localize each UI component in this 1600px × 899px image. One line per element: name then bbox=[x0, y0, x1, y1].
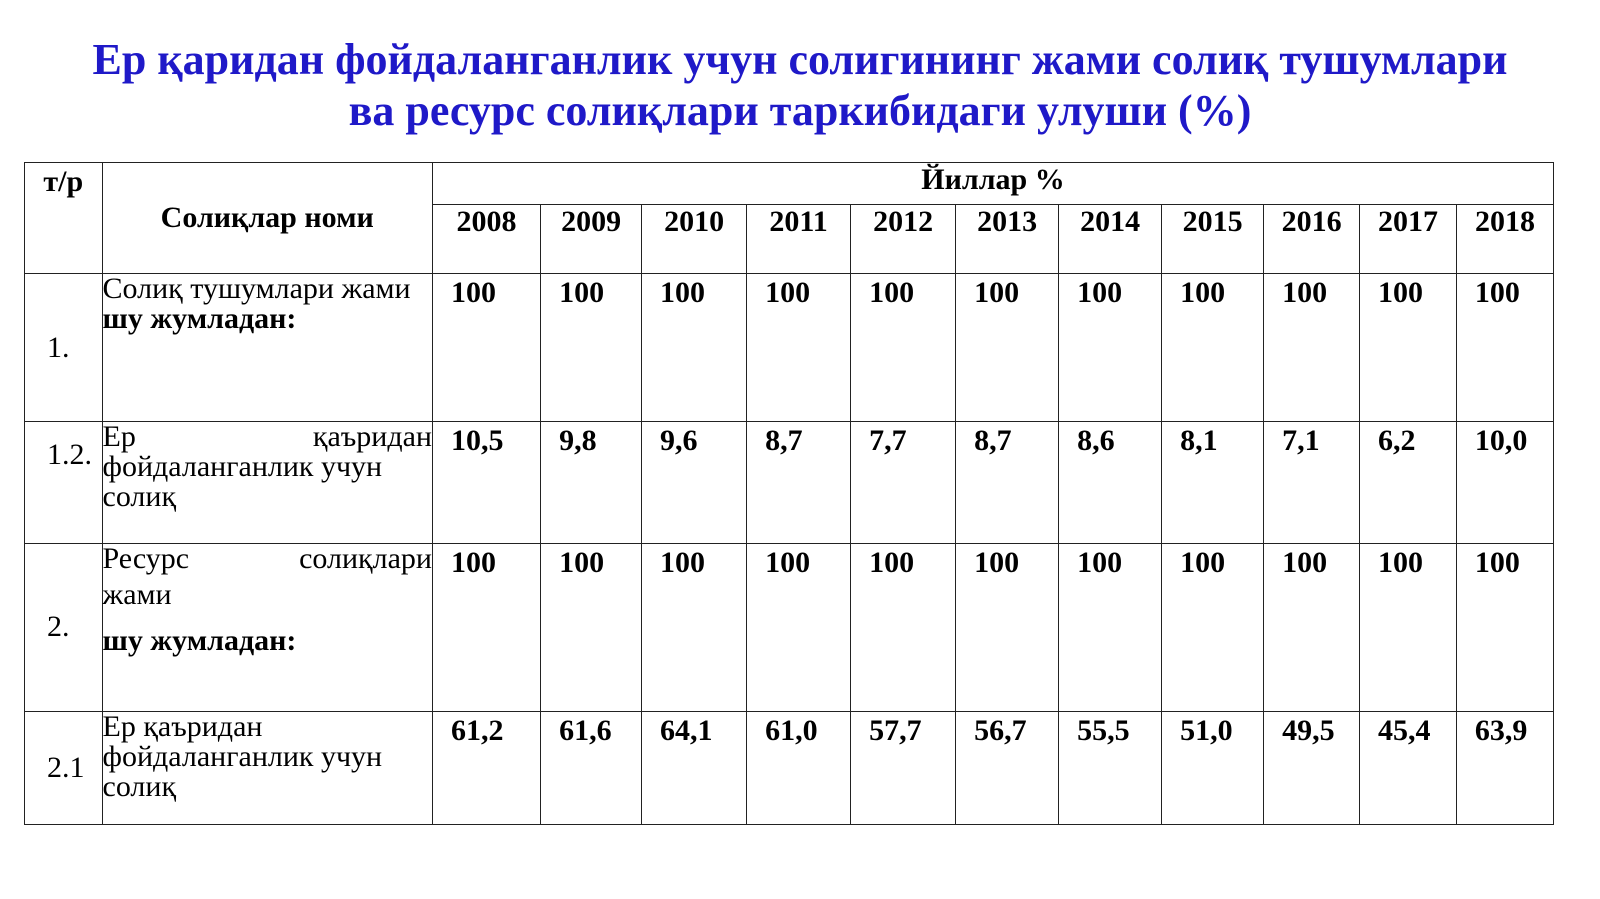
value-cell: 100 bbox=[432, 543, 540, 711]
row-number: 2. bbox=[25, 543, 103, 711]
row-name-word: Ресурс bbox=[102, 541, 190, 575]
value-cell: 8,6 bbox=[1059, 422, 1162, 543]
value-cell: 8,7 bbox=[747, 422, 851, 543]
row-name-line bbox=[102, 541, 432, 575]
value-cell: 55,5 bbox=[1059, 711, 1162, 824]
value-cell: 8,7 bbox=[956, 422, 1059, 543]
value-cell: 100 bbox=[1264, 274, 1360, 422]
year-cell: 2010 bbox=[642, 204, 747, 274]
table-row bbox=[25, 274, 1554, 422]
value-cell: 100 bbox=[432, 274, 540, 422]
value-cell: 7,7 bbox=[851, 422, 956, 543]
value-cell: 49,5 bbox=[1264, 711, 1360, 824]
year-cell: 2009 bbox=[541, 204, 642, 274]
year-cell: 2016 bbox=[1264, 204, 1360, 274]
row-tax-name bbox=[102, 274, 432, 422]
value-cell: 61,0 bbox=[747, 711, 851, 824]
row-name-word: қаъридан bbox=[312, 420, 432, 454]
value-cell: 45,4 bbox=[1360, 711, 1457, 824]
value-cell: 100 bbox=[1162, 274, 1264, 422]
header-tax-name: Солиқлар номи bbox=[102, 163, 432, 274]
table-row bbox=[25, 711, 1554, 824]
value-cell: 7,1 bbox=[1264, 422, 1360, 543]
value-cell: 9,8 bbox=[541, 422, 642, 543]
row-tax-name bbox=[102, 543, 432, 711]
value-cell: 100 bbox=[747, 274, 851, 422]
year-cell: 2018 bbox=[1456, 204, 1553, 274]
title-line-1: Ер қаридан фойдаланганлик учун солигининг жами солиқ тушумлари bbox=[92, 35, 1508, 84]
value-cell: 51,0 bbox=[1162, 711, 1264, 824]
value-cell: 100 bbox=[642, 274, 747, 422]
value-cell: 100 bbox=[541, 543, 642, 711]
value-cell: 100 bbox=[747, 543, 851, 711]
year-cell: 2017 bbox=[1360, 204, 1457, 274]
value-cell: 100 bbox=[956, 543, 1059, 711]
value-cell: 8,1 bbox=[1162, 422, 1264, 543]
value-cell: 100 bbox=[956, 274, 1059, 422]
year-cell: 2008 bbox=[432, 204, 540, 274]
value-cell: 64,1 bbox=[642, 711, 747, 824]
row-name-line bbox=[103, 422, 432, 452]
row-name-text: Ер қаъридан bbox=[102, 709, 263, 743]
value-cell: 100 bbox=[1264, 543, 1360, 711]
slide-title bbox=[0, 34, 1600, 136]
value-cell: 61,6 bbox=[541, 711, 642, 824]
value-cell: 9,6 bbox=[642, 422, 747, 543]
row-name-text: фойдаланганлик учун солиқ bbox=[102, 739, 383, 803]
table-row bbox=[25, 543, 1554, 711]
row-name-sub: шу жумладан: bbox=[102, 623, 297, 657]
value-cell: 100 bbox=[1456, 543, 1553, 711]
value-cell: 6,2 bbox=[1360, 422, 1457, 543]
header-row bbox=[25, 163, 1554, 205]
row-name-text: Солиқ тушумлари жами bbox=[102, 272, 411, 306]
row-tax-name bbox=[102, 422, 432, 543]
value-cell: 63,9 bbox=[1456, 711, 1553, 824]
tax-share-table bbox=[24, 162, 1554, 825]
value-cell: 56,7 bbox=[956, 711, 1059, 824]
row-name-word: Ер bbox=[102, 420, 136, 454]
row-number: 2.1 bbox=[25, 711, 103, 824]
header-years: Йиллар % bbox=[432, 163, 1553, 205]
row-number: 1.2. bbox=[25, 422, 103, 543]
table-row bbox=[25, 422, 1554, 543]
year-cell: 2012 bbox=[851, 204, 956, 274]
row-name-text: фойдаланганлик учун солиқ bbox=[102, 450, 383, 514]
row-name-word: солиқлари bbox=[299, 541, 432, 575]
row-name-text: жами bbox=[102, 577, 172, 611]
value-cell: 100 bbox=[642, 543, 747, 711]
value-cell: 100 bbox=[851, 274, 956, 422]
row-name-sub: шу жумладан: bbox=[102, 302, 297, 336]
year-cell: 2014 bbox=[1059, 204, 1162, 274]
row-number: 1. bbox=[25, 274, 103, 422]
value-cell: 61,2 bbox=[432, 711, 540, 824]
value-cell: 100 bbox=[1059, 274, 1162, 422]
value-cell: 100 bbox=[1059, 543, 1162, 711]
value-cell: 57,7 bbox=[851, 711, 956, 824]
value-cell: 100 bbox=[1360, 543, 1457, 711]
value-cell: 10,0 bbox=[1456, 422, 1553, 543]
value-cell: 100 bbox=[541, 274, 642, 422]
value-cell: 100 bbox=[1360, 274, 1457, 422]
row-tax-name bbox=[102, 711, 432, 824]
value-cell: 10,5 bbox=[432, 422, 540, 543]
year-cell: 2011 bbox=[747, 204, 851, 274]
value-cell: 100 bbox=[1162, 543, 1264, 711]
value-cell: 100 bbox=[1456, 274, 1553, 422]
header-tr: т/р bbox=[25, 163, 103, 274]
year-cell: 2015 bbox=[1162, 204, 1264, 274]
year-cell: 2013 bbox=[956, 204, 1059, 274]
value-cell: 100 bbox=[851, 543, 956, 711]
title-line-2: ва ресурс солиқлари таркибидаги улуши (%) bbox=[348, 86, 1252, 135]
